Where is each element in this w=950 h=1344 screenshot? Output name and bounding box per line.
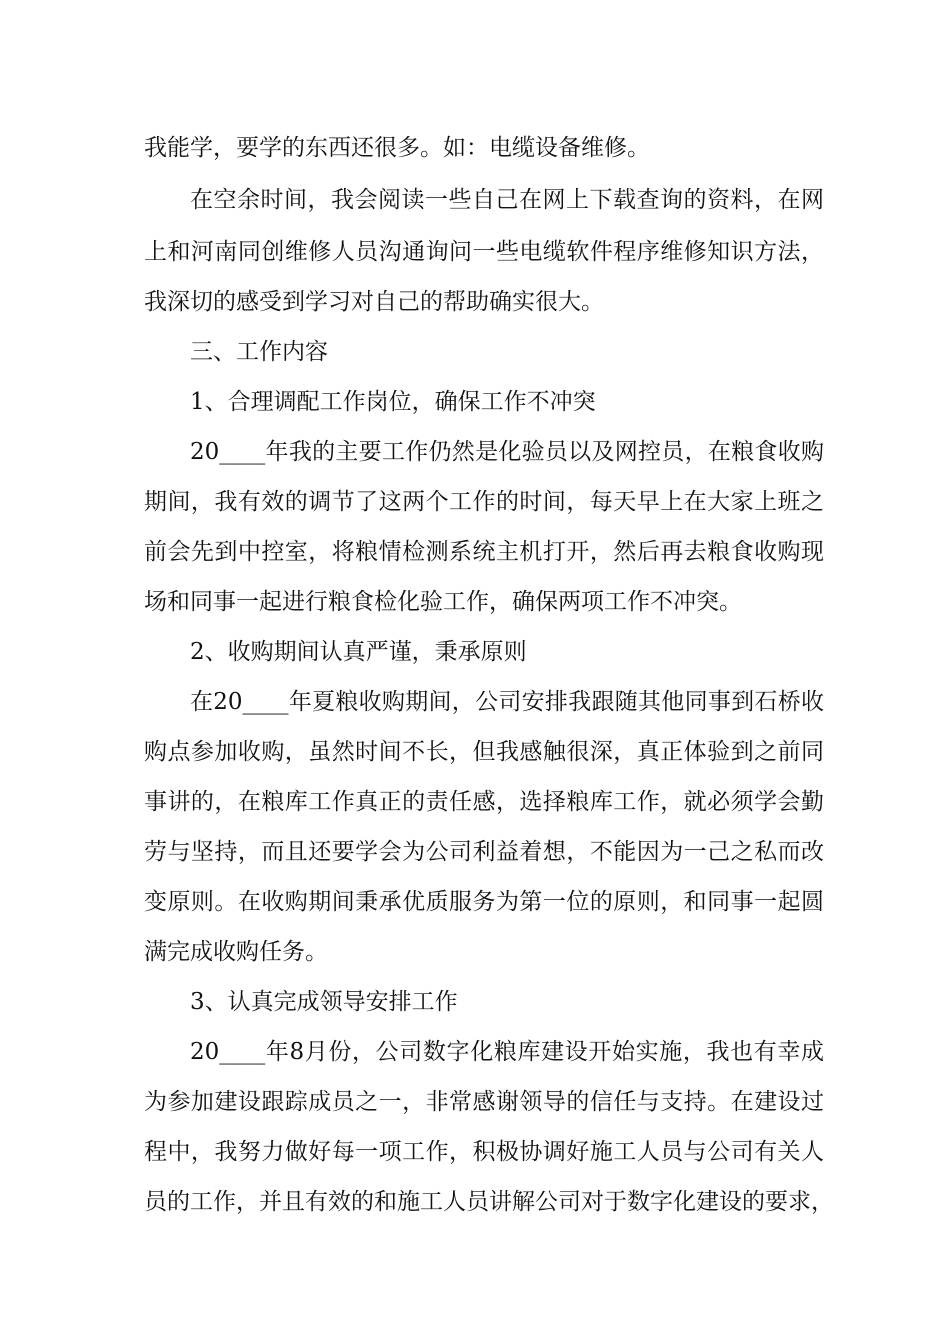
text-line: 事讲的，在粮库工作真正的责任感，选择粮库工作，就必须学会勤 <box>144 789 824 815</box>
text-line: 上和河南同创维修人员沟通询问一些电缆软件程序维修知识方法， <box>144 239 824 265</box>
text-line: 前会先到中控室，将粮情检测系统主机打开，然后再去粮食收购现 <box>144 539 824 565</box>
text-line: 员的工作，并且有效的和施工人员讲解公司对于数字化建设的要求， <box>144 1189 834 1215</box>
text-line: 变原则。在收购期间秉承优质服务为第一位的原则，和同事一起圆 <box>144 889 824 915</box>
subsection-heading: 2、收购期间认真严谨，秉承原则 <box>190 639 527 665</box>
text-line: 我深切的感受到学习对自己的帮助确实很大。 <box>144 289 604 315</box>
text-line: 劳与坚持，而且还要学会为公司利益着想，不能因为一己之私而改 <box>144 839 824 865</box>
text-line: 购点参加收购，虽然时间不长，但我感触很深，真正体验到之前同 <box>144 739 824 765</box>
text-line: 为参加建设跟踪成员之一，非常感谢领导的信任与支持。在建设过 <box>144 1089 824 1115</box>
text-line: 满完成收购任务。 <box>144 939 328 965</box>
paragraph-first-line: 在空余时间，我会阅读一些自己在网上下载查询的资料，在网 <box>190 187 824 213</box>
text-line: 期间，我有效的调节了这两个工作的时间，每天早上在大家上班之 <box>144 489 824 515</box>
section-heading: 三、工作内容 <box>190 339 328 365</box>
text-line: 场和同事一起进行粮食检化验工作，确保两项工作不冲突。 <box>144 589 742 615</box>
text-line: 程中，我努力做好每一项工作，积极协调好施工人员与公司有关人 <box>144 1139 824 1165</box>
paragraph-first-line: 20____年8月份，公司数字化粮库建设开始实施，我也有幸成 <box>190 1039 824 1065</box>
subsection-heading: 1、合理调配工作岗位，确保工作不冲突 <box>190 389 596 415</box>
text-line: 我能学，要学的东西还很多。如：电缆设备维修。 <box>144 135 650 161</box>
subsection-heading: 3、认真完成领导安排工作 <box>190 989 458 1015</box>
paragraph-first-line: 在20____年夏粮收购期间，公司安排我跟随其他同事到石桥收 <box>190 689 824 715</box>
paragraph-first-line: 20____年我的主要工作仍然是化验员以及网控员，在粮食收购 <box>190 439 824 465</box>
